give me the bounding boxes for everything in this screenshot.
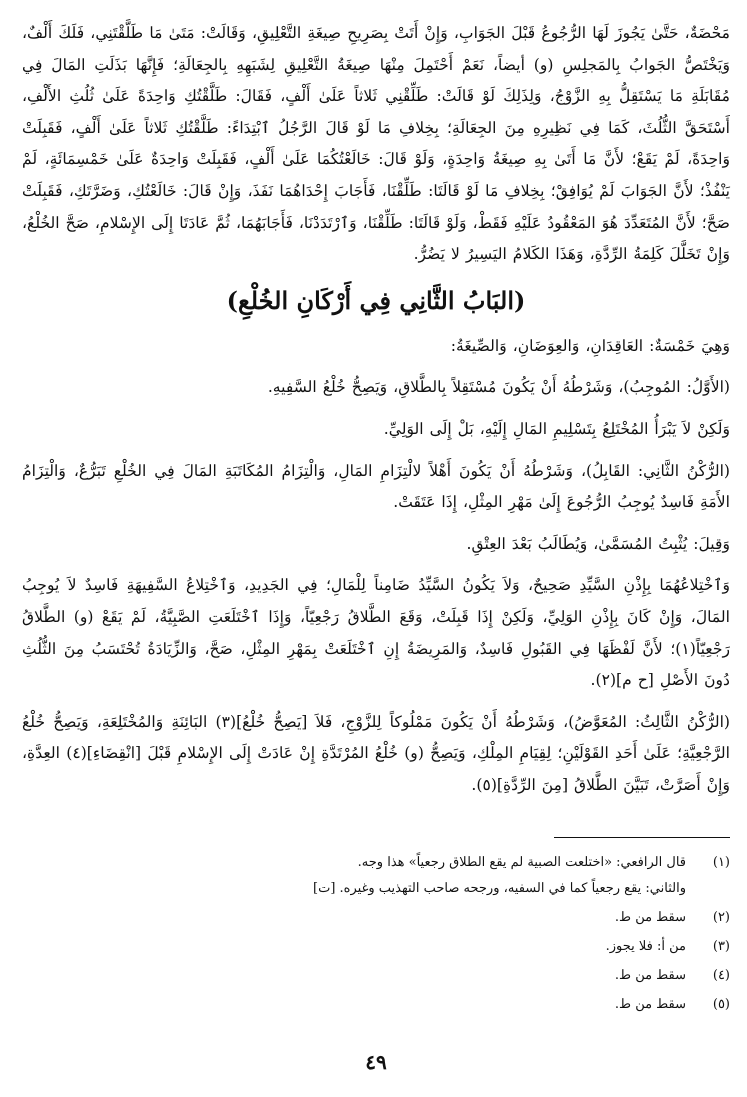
section-paragraph: (الأَوَّلُ: المُوجِبُ)، وَشَرْطُهُ أَنْ يَكُونَ مُسْتَقِلاً بِالطَّلاقِ، وَيَصِحُّ خُلْعُ السَّفِيهِ. [267, 378, 730, 397]
footnote-number: (١) [712, 855, 730, 871]
section-paragraph: وَقِيلَ: يُثْبِتُ المُسَمَّىٰ، وَيُطَالَبُ بَعْدَ العِتْقِ. [466, 534, 730, 553]
chapter-heading: (البَابُ الثَّانِي فِي أَرْكَانِ الخُلْعِ) [226, 285, 526, 315]
body-paragraph: مَحْضَةٌ، حَتَّىٰ يَجُوزَ لَهَا الرُّجُوعُ قَبْلَ الجَوَابِ، وَإِنْ أَتَتْ بِصَرِيحِ صِيغَةِ التَّعْلِيقِ، وَقَالَتْ: مَتَىٰ مَا طَلَّقْتَنِي، فَلَكَ أَلْفٌ، وَيَخْتَصُّ الجَوابُ بِالمَجلِسِ (و) أيضاً، نَعَمْ أَحْتَمِلَ مِنْهَا صِيغَةُ التَّعْلِيقِ لِشَبَهِهِ بِالجِعَالَةِ؛ فَإِنَّهَا بَذَلَتِ المَالَ فِي مُقَابَلَةِ مَا يَسْتَقِلُّ بِهِ الزَّوْجُ، وَلِذَلِكَ لَوْ قَالَتْ: طَلِّقْنِي ثَلاثاً عَلَىٰ أَلْفٍ، فَقَالَ: طَلَّقْتُكِ وَاحِدَةً عَلَىٰ ثُلُثِ الأَلْفِ، أَسْتَحَقَّ الثُّلُثَ، كَمَا فِي نَظِيرِهِ مِنَ الجِعَالَةِ؛ بِخِلافِ مَا لَوْ قَالَ الرَّجُلُ ٱبْتِدَاءً: طَلَّقْتُكِ ثَلاثاً عَلَىٰ أَلْفٍ، فَقَبِلَتْ وَاحِدَةً، لَمْ يَقَعْ؛ لأَنَّ مَا أَتَىٰ بِهِ صِيغَةُ وَاحِدَةٍ، وَلَوْ قَالَ: خَالَعْتُكُمَا عَلَىٰ أَلْفٍ، فَقَبِلَتْ وَاحِدَةٌ عَلَىٰ خَمْسِمَائَةٍ، لَمْ يَنْفُذْ؛ لأَنَّ الجَوَابَ لَمْ يُوَافِقْ؛ بِخِلافِ مَا لَوْ قَالَتَا: طَلِّقْنَا، فَأَجَابَ إِحْدَاهُمَا نَفَذَ، وَإِنْ قَالَ: خَالَعْتُكِ، وَضَرَّتَكِ، فَقَبِلَتْ صَحَّ؛ لأَنَّ المُتَعَدِّدَ هُوَ المَعْقُودُ عَلَيْهِ فَقَطْ، وَلَوْ قَالَتَا: طَلِّقْنَا، وَٱرْتَدَدْنَا، فَأَجَابَهُمَا، ثُمَّ عَادَتَا إِلَى الإِسْلامِ، صَحَّ الخُلْعُ، وَإِنْ تَخَلَّلَ كَلِمَةُ الرِّدَّةِ، وَهَذَا الكَلامُ اليَسِيرُ لا يَضُرُّ. [22, 24, 731, 264]
section-paragraph: (الرُّكْنُ الثَّالِثُ: المُعَوَّضُ)، وَشَرْطُهُ أَنْ يَكُونَ مَمْلُوكاً لِلزَّوْجِ، فَلاَ [يَصِحُّ خُلْعُ](٣) البَائِنَةِ وَالمُخْتَلِعَةِ، وَيَصِحُّ خُلْعُ الرَّجْعِيَّةِ؛ عَلَىٰ أَحَدِ القَوْلَيْنِ؛ لِقِيَامِ المِلْكِ، وَيَصِحُّ (و) خُلْعُ المُرْتَدَّةِ إِنْ عَادَتْ إِلَى الإِسْلامِ قَبْلَ [انْقِضَاءِ](٤) العِدَّةِ، وَإِنْ أَصَرَّتْ، تَبَيَّنَ الطَّلاقُ [مِنَ الرِّدَّةِ](٥). [22, 712, 730, 794]
footnote-text: سقط من ط. [614, 910, 686, 926]
footnote-number: (٤) [712, 968, 730, 984]
footnote-text: قال الرافعي: «اختلعت الصبية لم يقع الطلاق رجعياً» هذا وجه. [357, 855, 686, 871]
footnote [22, 936, 730, 958]
footnote-number: (٢) [712, 910, 730, 926]
footnote-text: سقط من ط. [614, 968, 686, 984]
footnote-divider [554, 837, 730, 838]
footnote [22, 965, 730, 987]
footnote-number: (٥) [712, 997, 730, 1013]
section-paragraph: وَٱخْتِلاعُهُمَا بِإِذْنِ السَّيِّدِ صَحِيحٌ، وَلاَ يَكُونُ السَّيِّدُ ضَامِناً لِلْمَالِ؛ فِي الجَدِيدِ، وَٱخْتِلاعُ السَّفِيهَةِ فَاسِدٌ لاَ يُوجِبُ المَالَ، وَإِنْ كَانَ بِإِذْنِ الوَلِيِّ، وَلَكِنْ إِذَا قَبِلَتْ، وَقَعَ الطَّلاقُ رَجْعِيّاً، وَإِذَا ٱخْتَلَعَتِ الصَّبِيَّةُ، لَمْ يَقَعْ (و) الطَّلاقُ رَجْعِيّاً(١)؛ لأَنَّ لَفْظَهَا فِي القَبُولِ فَاسِدٌ، وَالمَرِيضَةُ إِنِ ٱخْتَلَعَتْ بِمَهْرِ المِثْلِ، صَحَّ، وَالزِّيَادَةُ تُحْتَسَبُ مِنَ الثُّلُثِ دُونَ الأَصْلِ [ح م](٢). [22, 576, 730, 690]
section-paragraph: وَلَكِنْ لاَ يَبْرَأُ المُخْتَلِعُ بِتَسْلِيمِ المَالِ إِلَيْهِ، بَلْ إِلَى الوَلِيِّ. [383, 419, 730, 438]
footnote-continuation: والثاني: يقع رجعياً كما في السفيه، ورجحه صاحب التهذيب وغيره. [ت] [313, 881, 686, 897]
section-paragraph: (الرُّكْنُ الثَّانِي: القَابِلُ)، وَشَرْطُهُ أَنْ يَكُونَ أَهْلاً لالْتِزَامِ المَالِ، وَالْتِزَامُ المُكَاتَبَةِ المَالَ فِي الخُلْعِ تَبَرُّعٌ، وَالْتِزَامُ الأَمَةِ فَاسِدٌ يُوجِبُ الرُّجُوعَ إِلَىٰ مَهْرِ المِثْلِ، إِذَا عَتَقَتْ. [22, 461, 730, 512]
section-paragraph: وَهِيَ خَمْسَةٌ: العَاقِدَانِ، وَالعِوَضَانِ، وَالصِّيغَةُ: [450, 336, 730, 355]
footnote-text: من أ: فلا يجوز. [605, 939, 686, 955]
book-page [22, 18, 730, 1088]
page-number: ٤٩ [365, 1050, 387, 1074]
footnote-text: سقط من ط. [614, 997, 686, 1013]
footnote [22, 907, 730, 929]
footnote-number: (٣) [712, 939, 730, 955]
footnote [22, 852, 730, 874]
footnote [22, 994, 730, 1016]
